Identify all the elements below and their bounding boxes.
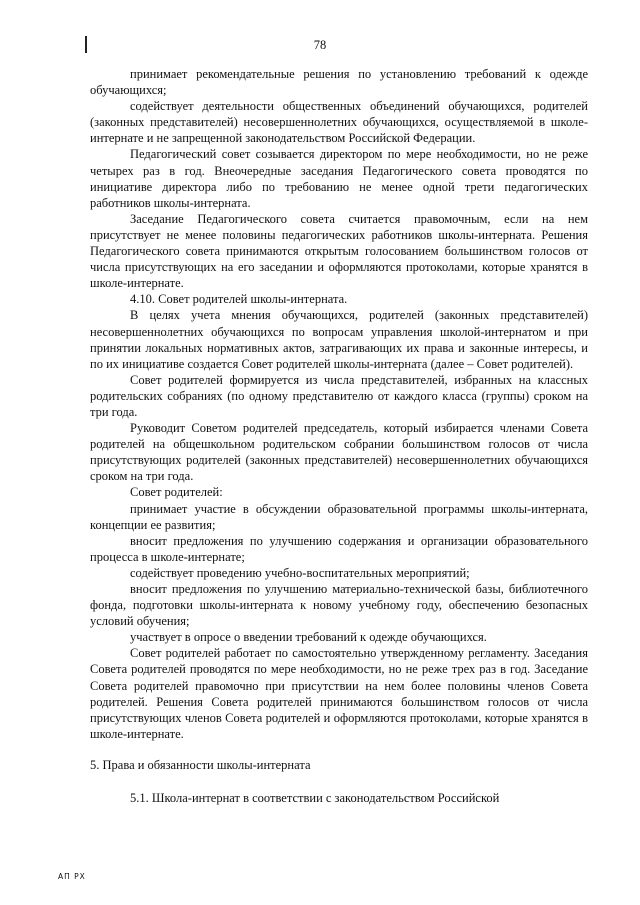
paragraph: принимает участие в обсуждении образовательной программы школы-интерната, концепции ее развития; xyxy=(90,501,588,532)
paragraph: Заседание Педагогического совета считается правомочным, если на нем присутствует не менее половины педагогических работников школы-интерната. Решения Педагогического совета принимаются открытым голосованием большинством голосов от числа присутствующих на его заседании и оформляются протоколами, которые хранятся в школе-интернате. xyxy=(90,211,588,291)
paragraph: Совет родителей: xyxy=(130,485,223,500)
footer-mark: АП РХ xyxy=(58,872,86,881)
paragraph: вносит предложения по улучшению материально-технической базы, библиотечного фонда, подготовки школы-интерната к новому учебному году, обеспечению безопасных условий обучения; xyxy=(90,582,588,629)
paragraph: Педагогический совет созывается директором по мере необходимости, но не реже четырех раз в год. Внеочередные заседания Педагогического совета проводятся по инициативе директора либо по требованию не менее одной трети педагогических работников школы-интерната. xyxy=(90,147,588,210)
paragraph: вносит предложения по улучшению содержания и организации образовательного процесса в школе-интернате; xyxy=(90,533,588,564)
paragraph: 5.1. Школа-интернат в соответствии с законодательством Российской xyxy=(130,791,500,806)
paragraph: содействует проведению учебно-воспитательных мероприятий; xyxy=(130,565,470,580)
paragraph: Совет родителей работает по самостоятельно утвержденному регламенту. Заседания Совета родителей проводятся по мере необходимости, но не реже трех раз в год. Заседание Совета родителей правомочно при присутствии на нем более половины членов Совета родителей. Решения Совета родителей принимаются большинством голосов от числа присутствующих членов Совета родителей и оформляются протоколами, которые хранятся в школе-интернате. xyxy=(90,646,588,741)
section-heading: 5. Права и обязанности школы-интерната xyxy=(90,757,311,772)
paragraph: принимает рекомендательные решения по установлению требований к одежде обучающихся; xyxy=(90,67,588,98)
paragraph: участвует в опросе о введении требований к одежде обучающихся. xyxy=(130,630,487,645)
paragraph: содействует деятельности общественных объединений обучающихся, родителей (законных представителей) несовершеннолетних обучающихся, осуществляемой в школе-интернате и не запрещенной законодательством Российской Федерации. xyxy=(90,99,588,146)
paragraph: В целях учета мнения обучающихся, родителей (законных представителей) несовершеннолетних обучающихся по вопросам управления школой-интернатом и при принятии локальных нормативных актов, затрагивающих их права и законные интересы, и по их инициативе создается Совет родителей школы-интерната (далее – Совет родителей). xyxy=(90,308,588,371)
paragraph: Совет родителей формируется из числа представителей, избранных на классных родительских собраниях (по одному представителю от каждого класса (группы) сроком на три года. xyxy=(90,372,588,419)
page-number: 78 xyxy=(313,38,327,52)
paragraph: Руководит Советом родителей председатель, который избирается членами Совета родителей на общешкольном родительском собрании большинством голосов от числа присутствующих родителей (законных представителей) несовершеннолетних обучающихся сроком на три года. xyxy=(90,421,588,484)
document-body xyxy=(90,66,588,806)
subsection-title: 4.10. Совет родителей школы-интерната. xyxy=(130,292,348,307)
